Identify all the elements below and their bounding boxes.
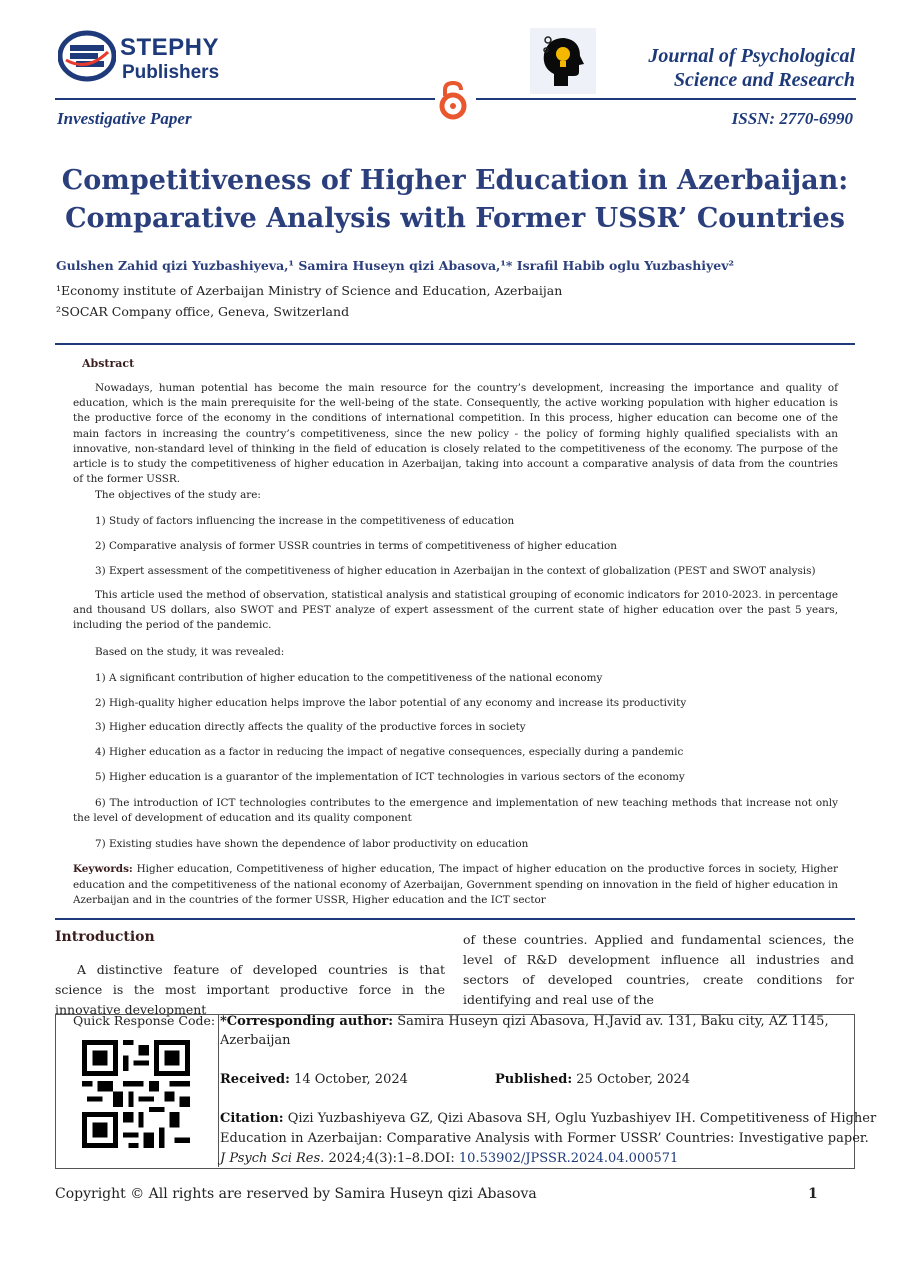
journal-title (648, 44, 855, 92)
results-intro: Based on the study, it was revealed: (95, 646, 285, 658)
citation (220, 1111, 876, 1126)
issn: ISSN: 2770-6990 (731, 109, 853, 128)
abstract-top-rule (55, 343, 855, 345)
published-date: 25 October, 2024 (576, 1072, 691, 1087)
citation-label: Citation: (220, 1111, 284, 1126)
result-item: 4) Higher education as a factor in reducing the impact of negative consequences, especially during a pandemic (95, 746, 684, 758)
qr-code-icon[interactable] (82, 1040, 190, 1148)
open-access-icon (437, 80, 469, 122)
journal-title-line2: Science and Research (673, 69, 855, 91)
result-item: 2) High-quality higher education helps improve the labor potential of any economy and increase its productivity (95, 697, 687, 709)
citation-reference (220, 1151, 678, 1166)
abstract-heading: Abstract (82, 357, 135, 370)
received-date: 14 October, 2024 (294, 1072, 408, 1087)
result-item: 5) Higher education is a guarantor of the implementation of ICT technologies in various sectors of the economy (95, 771, 685, 783)
doi-link[interactable]: 10.53902/JPSSR.2024.04.000571 (458, 1151, 679, 1166)
abstract-paragraph-2: This article used the method of observation, statistical analysis and statistical grouping of economic indicators for 2010-2023. in percentage and thousand US dollars, also SWOT and PEST analyze of expert assessment of the current state of higher education over the past 5 years, including the period of the pandemic. (73, 589, 838, 632)
publisher-subname: Publishers (122, 62, 220, 83)
journal-title-line1: Journal of Psychological (648, 45, 855, 67)
introduction-right-column: of these countries. Applied and fundamental sciences, the level of R&D development influence all industries and sectors of developed countries, create conditions for identifying and real use of the (463, 932, 854, 1007)
received (220, 1072, 408, 1087)
header-rule-left (55, 98, 435, 100)
received-label: Received: (220, 1072, 290, 1087)
result-item-7: 7) Existing studies have shown the dependence of labor productivity on education (95, 838, 529, 850)
citation-journal: J Psych Sci Res. (220, 1151, 325, 1166)
result-item: 3) Higher education directly affects the quality of the productive forces in society (95, 721, 526, 733)
corresponding-author (220, 1014, 829, 1029)
abstract-paragraph-1: Nowadays, human potential has become the main resource for the country’s development, increasing the importance and quality of education, which is the main prerequisite for the well-being of the state. Consequently, the active working population with higher education is the productive force of the economy in the conditions of international competition. In this process, higher education can become one of the main factors in increasing the country’s competitiveness, since the new policy - the policy of forming highly qualified specialists with an innovative, non-standard level of thinking in the field of education is closely related to the competitiveness of the economy. The purpose of the article is to study the competitiveness of higher education in Azerbaijan, taking into account a comparative analysis of data from the countries of the former USSR. (73, 382, 838, 486)
corresponding-author-text: Samira Huseyn qizi Abasova, H.Javid av. 131, Baku city, AZ 1145, (397, 1014, 829, 1029)
introduction-left-column: A distinctive feature of developed countries is that science is the most important productive force in the innovative development (55, 962, 445, 1017)
objective-item: 2) Comparative analysis of former USSR countries in terms of competitiveness of higher education (95, 540, 618, 552)
copyright-notice: Copyright © All rights are reserved by Samira Huseyn qizi Abasova (55, 1186, 537, 1202)
result-item-6: 6) The introduction of ICT technologies contributes to the emergence and implementation of new teaching methods that increase not only the level of development of education and its quality component (73, 797, 838, 825)
corresponding-author-label: *Corresponding author: (220, 1014, 394, 1029)
article-title (40, 162, 870, 238)
publisher-name: STEPHY (120, 34, 220, 61)
affiliation-1: ¹Economy institute of Azerbaijan Ministry of Science and Education, Azerbaijan (56, 283, 563, 298)
published-label: Published: (495, 1072, 573, 1087)
stephy-logo-icon (58, 30, 116, 82)
head-lightbulb-icon (530, 28, 596, 94)
citation-text-line2: Education in Azerbaijan: Comparative Analysis with Former USSR’ Countries: Investigative paper. (220, 1131, 869, 1146)
authors: Gulshen Zahid qizi Yuzbashiyeva,¹ Samira Huseyn qizi Abasova,¹* Israfil Habib oglu Yuzbashiyev² (56, 258, 734, 273)
info-box-divider (218, 1014, 219, 1167)
article-title-line2: Comparative Analysis with Former USSR’ Countries (65, 203, 845, 234)
keywords (73, 862, 838, 909)
objective-item: 3) Expert assessment of the competitiveness of higher education in Azerbaijan in the context of globalization (PEST and SWOT analysis) (95, 565, 816, 577)
keywords-text: Higher education, Competitiveness of higher education, The impact of higher education on the productive forces in society, Higher education and the competitiveness of the national economy of Azerbaijan, Government spending on innovation in the field of higher education in Azerbaijan and in the countries of the former USSR, Higher education and the ICT sector (73, 863, 838, 906)
qr-code-label: Quick Response Code: (73, 1013, 216, 1028)
published (495, 1072, 690, 1087)
result-item: 1) A significant contribution of higher education to the competitiveness of the national economy (95, 672, 603, 684)
citation-text: Qizi Yuzbashiyeva GZ, Qizi Abasova SH, Oglu Yuzbashiyev IH. Competitiveness of Higher (287, 1111, 877, 1126)
corresponding-author-address: Azerbaijan (220, 1033, 291, 1048)
article-title-line1: Competitiveness of Higher Education in Azerbaijan: (61, 165, 849, 196)
header-rule-right (476, 98, 856, 100)
objective-item: 1) Study of factors influencing the increase in the competitiveness of education (95, 515, 515, 527)
objectives-intro: The objectives of the study are: (95, 489, 261, 501)
paper-type: Investigative Paper (57, 109, 192, 128)
introduction-heading: Introduction (55, 929, 155, 945)
page-number: 1 (808, 1186, 818, 1202)
abstract-bottom-rule (55, 918, 855, 920)
citation-volume: 2024;4(3):1–8.DOI: (328, 1151, 455, 1166)
keywords-label: Keywords: (73, 863, 133, 875)
affiliation-2: ²SOCAR Company office, Geneva, Switzerland (56, 304, 350, 319)
